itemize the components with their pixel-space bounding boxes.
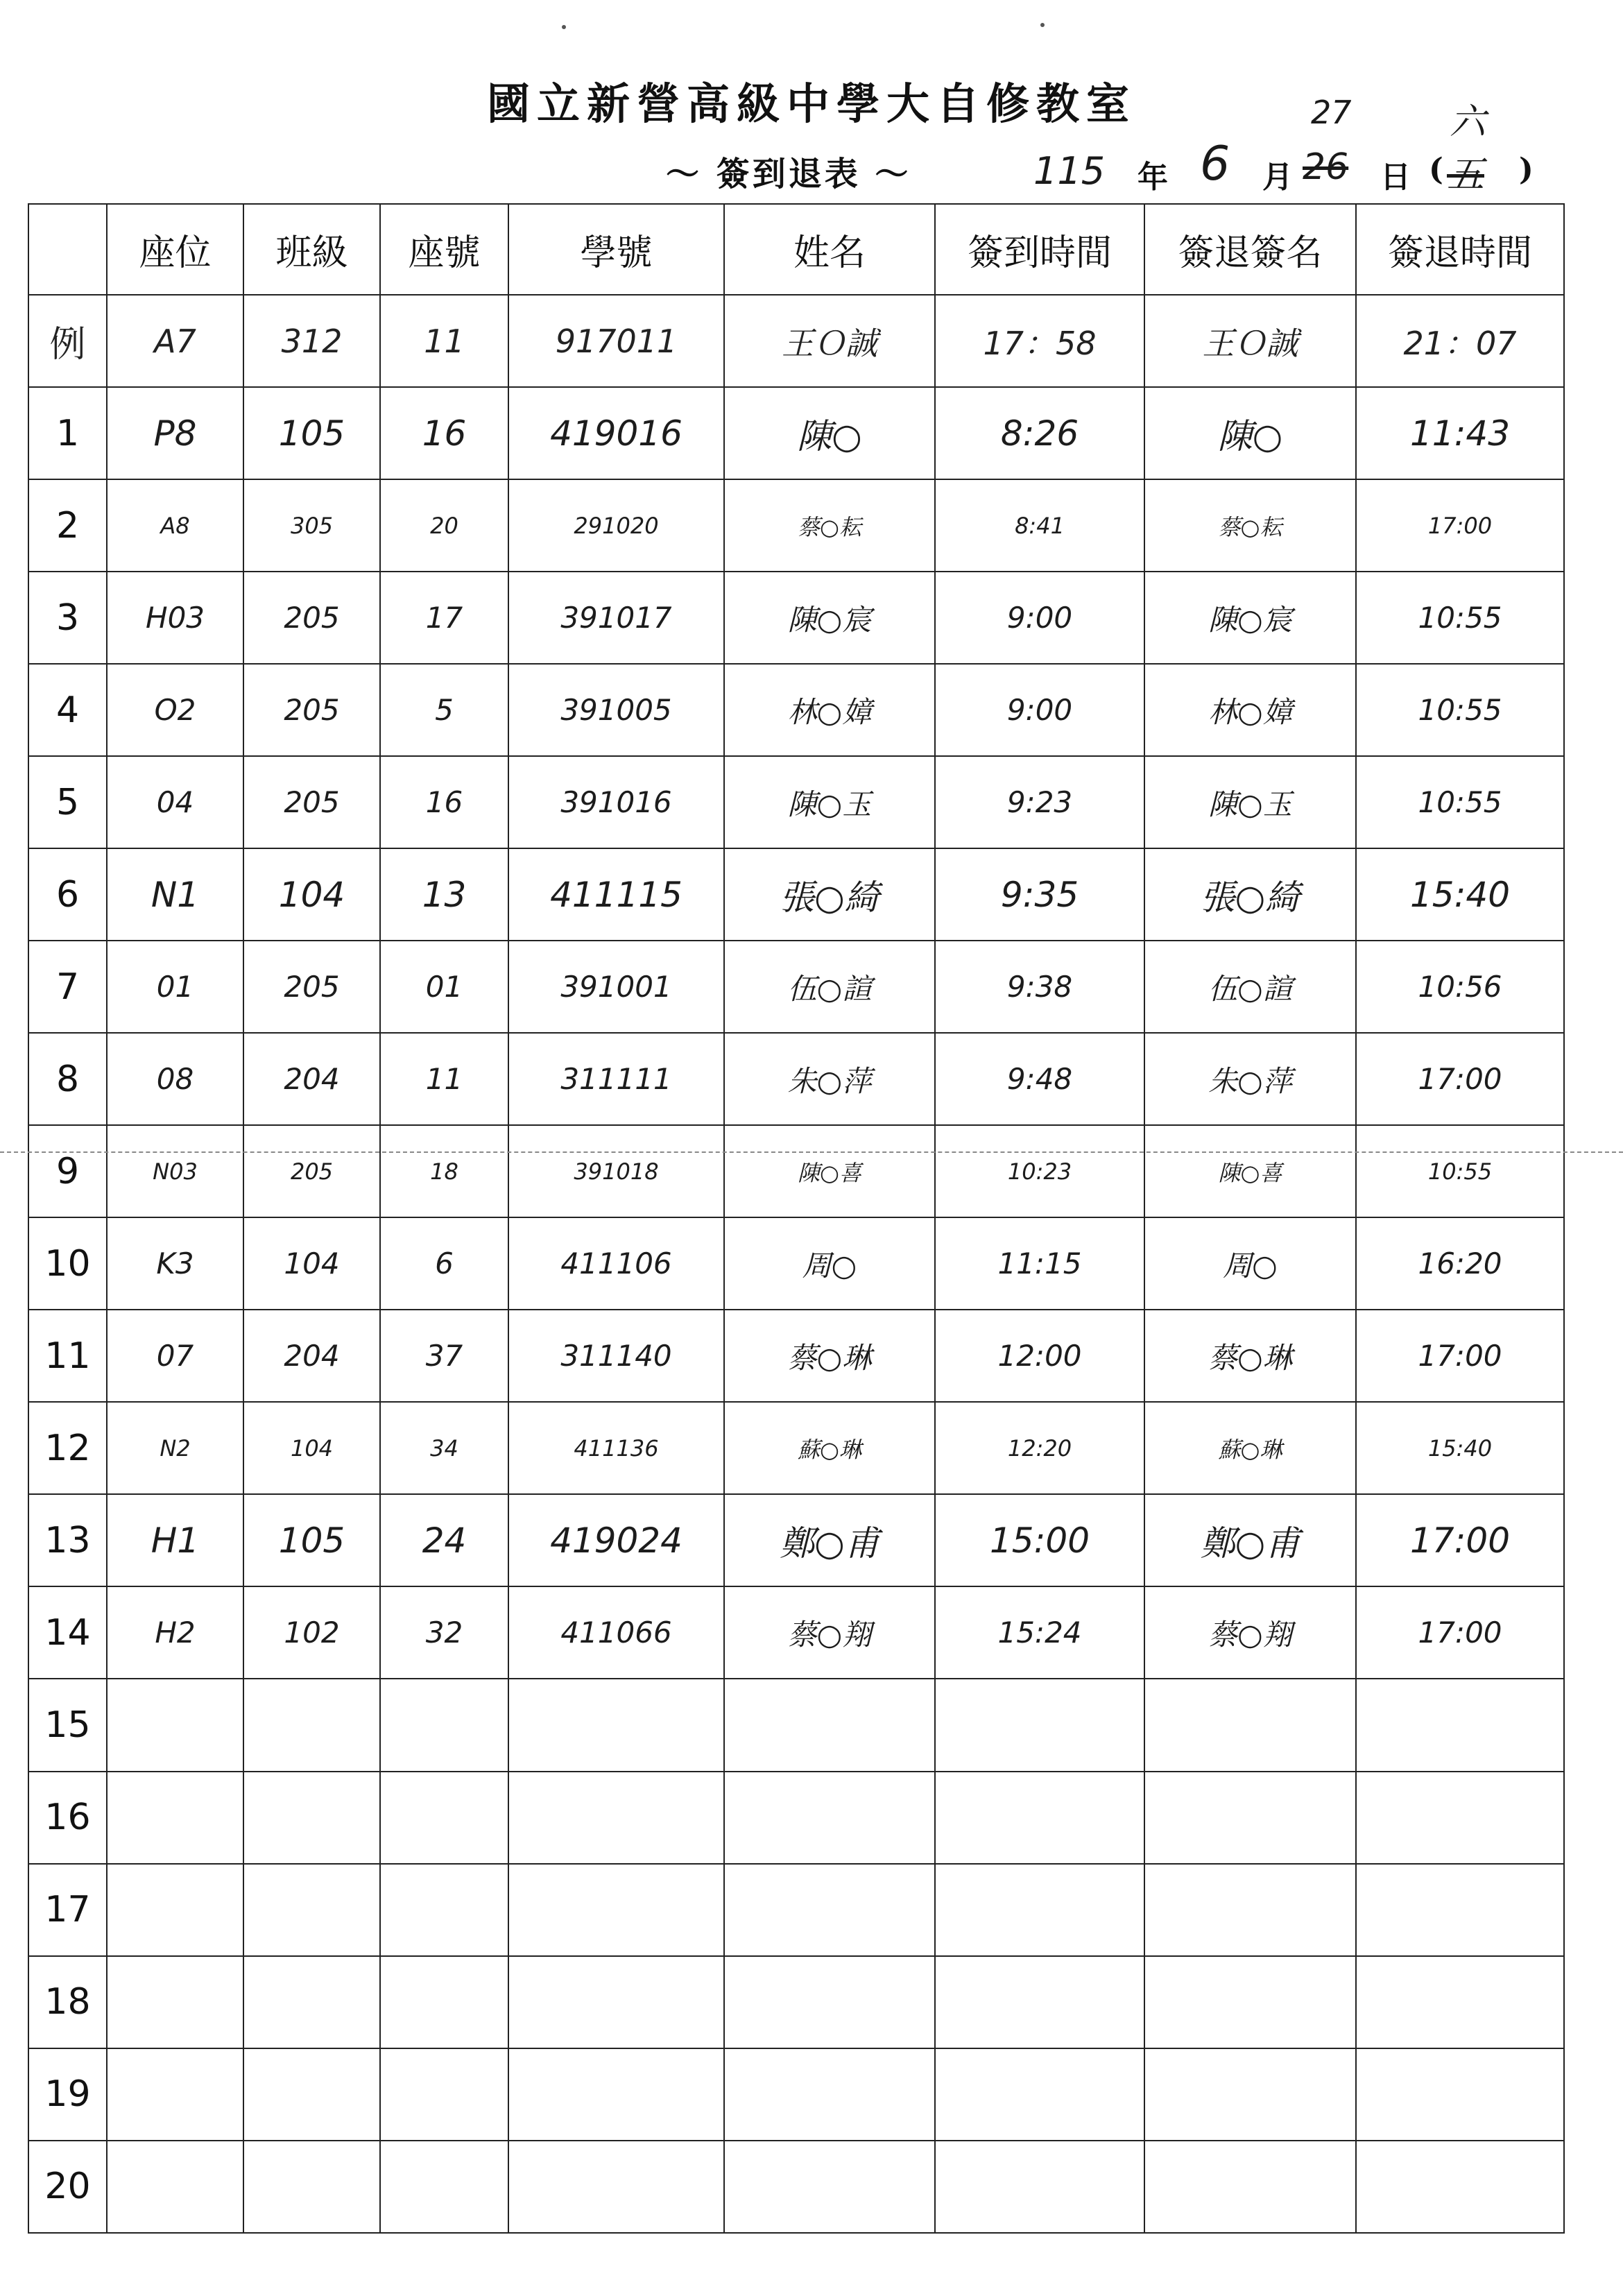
cell-sign-in-time: 15:24 [935,1586,1144,1679]
page-subtitle: ～ 簽到退表 ～ [666,155,911,194]
example-seat: A7 [107,295,243,387]
cell-seat: P8 [107,387,243,479]
cell-row-number: 11 [28,1310,107,1402]
cell-sign-in-time: 12:20 [935,1402,1144,1494]
cell-name: 朱○萍 [724,1033,935,1125]
cell-seat: O2 [107,664,243,756]
table-row [28,572,1564,664]
cell-class: 205 [243,1125,380,1217]
cell-name: 陳○ [724,387,935,479]
cell-sign-in-time: 10:23 [935,1125,1144,1217]
cell-sign-out-signature: 蔡○琳 [1144,1310,1356,1402]
cell-name: 蔡○翔 [724,1586,935,1679]
cell-sign-out-time [1356,1772,1564,1864]
cell-seat-no [380,1864,508,1956]
cell-sign-out-signature: 陳○ [1144,387,1356,479]
cell-sign-in-time: 8:26 [935,387,1144,479]
cell-sign-out-time [1356,1956,1564,2048]
cell-row-number: 8 [28,1033,107,1125]
table-row [28,1310,1564,1402]
scan-speck [1040,23,1045,27]
cell-name [724,2141,935,2233]
cell-seat-no: 34 [380,1402,508,1494]
cell-name: 蘇○琳 [724,1402,935,1494]
example-sign-out-time: 21：07 [1356,295,1564,387]
header-seat-no: 座號 [380,204,508,295]
table-row [28,941,1564,1033]
scan-fold-line [0,1151,1623,1153]
header-sign-out-time: 簽退時間 [1356,204,1564,295]
cell-seat-no: 11 [380,1033,508,1125]
cell-student-id: 411106 [508,1217,724,1310]
cell-sign-out-signature: 張○綺 [1144,848,1356,941]
cell-class: 204 [243,1310,380,1402]
cell-sign-in-time: 9:00 [935,572,1144,664]
cell-row-number: 2 [28,479,107,572]
header-name: 姓名 [724,204,935,295]
cell-sign-out-time [1356,2141,1564,2233]
cell-sign-in-time: 9:38 [935,941,1144,1033]
cell-seat-no: 17 [380,572,508,664]
cell-seat: A8 [107,479,243,572]
cell-name [724,1864,935,1956]
cell-seat [107,2048,243,2141]
cell-student-id: 419016 [508,387,724,479]
date-year-label: 年 [1137,160,1168,195]
cell-name: 伍○諠 [724,941,935,1033]
cell-name: 蔡○琳 [724,1310,935,1402]
cell-name: 陳○喜 [724,1125,935,1217]
date-year: 115 [1033,149,1106,193]
date-open-paren: ( [1429,152,1443,187]
example-row [28,295,1564,387]
cell-student-id [508,2141,724,2233]
cell-name: 蔡○耘 [724,479,935,572]
cell-seat-no [380,1956,508,2048]
cell-sign-out-time: 17:00 [1356,1033,1564,1125]
cell-sign-out-time: 16:20 [1356,1217,1564,1310]
example-seat-no: 11 [380,295,508,387]
cell-seat: 07 [107,1310,243,1402]
cell-sign-in-time: 9:35 [935,848,1144,941]
cell-student-id: 411066 [508,1586,724,1679]
cell-sign-out-time: 10:55 [1356,664,1564,756]
cell-seat [107,1864,243,1956]
cell-row-number: 4 [28,664,107,756]
date-weekday-correction: 六 [1450,101,1486,143]
cell-seat-no [380,1679,508,1771]
cell-sign-in-time [935,1772,1144,1864]
header-row [28,204,1564,295]
cell-seat: K3 [107,1217,243,1310]
cell-student-id: 411136 [508,1402,724,1494]
cell-sign-in-time [935,1864,1144,1956]
cell-row-number: 19 [28,2048,107,2141]
cell-sign-in-time: 11:15 [935,1217,1144,1310]
cell-sign-in-time: 9:00 [935,664,1144,756]
cell-student-id: 419024 [508,1494,724,1586]
table-row [28,387,1564,479]
table-row [28,1679,1564,1771]
cell-row-number: 18 [28,1956,107,2048]
cell-name: 陳○宸 [724,572,935,664]
header-class: 班級 [243,204,380,295]
cell-seat-no: 24 [380,1494,508,1586]
page-title: 國立新營高級中學大自修教室 [486,78,1136,129]
example-row-number: 例 [28,295,107,387]
header-student-id: 學號 [508,204,724,295]
cell-sign-out-time: 17:00 [1356,1310,1564,1402]
date-weekday-struck: 五 [1447,153,1484,196]
cell-class [243,1956,380,2048]
cell-sign-out-signature: 陳○玉 [1144,756,1356,848]
cell-row-number: 12 [28,1402,107,1494]
cell-student-id [508,1864,724,1956]
table-row [28,1217,1564,1310]
cell-sign-in-time: 9:48 [935,1033,1144,1125]
cell-seat-no: 01 [380,941,508,1033]
cell-class: 104 [243,848,380,941]
date-day-struck: 26 [1303,146,1349,188]
cell-sign-out-signature: 鄭○甫 [1144,1494,1356,1586]
cell-sign-out-signature [1144,2141,1356,2233]
cell-name [724,1772,935,1864]
cell-row-number: 20 [28,2141,107,2233]
cell-row-number: 14 [28,1586,107,1679]
cell-class: 104 [243,1217,380,1310]
cell-row-number: 1 [28,387,107,479]
date-month: 6 [1200,137,1230,191]
cell-class: 205 [243,941,380,1033]
cell-seat: N1 [107,848,243,941]
cell-seat: H2 [107,1586,243,1679]
cell-seat-no: 16 [380,387,508,479]
cell-name: 陳○玉 [724,756,935,848]
cell-class: 205 [243,664,380,756]
cell-seat: N2 [107,1402,243,1494]
cell-sign-out-signature [1144,1956,1356,2048]
cell-class [243,1679,380,1771]
cell-seat-no: 32 [380,1586,508,1679]
cell-sign-out-time: 17:00 [1356,479,1564,572]
table-row [28,1864,1564,1956]
cell-sign-out-signature: 蔡○翔 [1144,1586,1356,1679]
example-student-id: 917011 [508,295,724,387]
cell-class: 104 [243,1402,380,1494]
sign-in-table [28,203,1565,2234]
cell-sign-out-signature: 朱○萍 [1144,1033,1356,1125]
date-day-correction: 27 [1311,94,1352,131]
cell-student-id [508,1956,724,2048]
cell-row-number: 13 [28,1494,107,1586]
cell-sign-in-time: 15:00 [935,1494,1144,1586]
cell-student-id: 411115 [508,848,724,941]
cell-sign-out-time: 15:40 [1356,848,1564,941]
cell-sign-out-time: 17:00 [1356,1494,1564,1586]
cell-sign-out-signature: 周○ [1144,1217,1356,1310]
cell-sign-out-time: 11:43 [1356,387,1564,479]
cell-class: 105 [243,1494,380,1586]
cell-student-id: 291020 [508,479,724,572]
cell-class: 205 [243,756,380,848]
date-day-label: 日 [1380,160,1411,195]
cell-sign-in-time [935,2141,1144,2233]
cell-student-id: 311140 [508,1310,724,1402]
table-row [28,848,1564,941]
cell-row-number: 6 [28,848,107,941]
cell-sign-out-time [1356,1864,1564,1956]
cell-student-id [508,1679,724,1771]
cell-sign-out-signature: 伍○諠 [1144,941,1356,1033]
table-row [28,1033,1564,1125]
cell-sign-out-time [1356,1679,1564,1771]
cell-sign-out-time: 17:00 [1356,1586,1564,1679]
cell-sign-out-signature [1144,1679,1356,1771]
cell-sign-in-time: 9:23 [935,756,1144,848]
cell-sign-out-signature: 蔡○耘 [1144,479,1356,572]
cell-seat-no: 18 [380,1125,508,1217]
table-row [28,2141,1564,2233]
cell-class [243,1772,380,1864]
cell-row-number: 15 [28,1679,107,1771]
table-row [28,1402,1564,1494]
cell-sign-in-time: 8:41 [935,479,1144,572]
cell-name: 張○綺 [724,848,935,941]
table-row [28,1586,1564,1679]
cell-sign-out-time: 10:56 [1356,941,1564,1033]
cell-row-number: 17 [28,1864,107,1956]
cell-sign-in-time [935,1956,1144,2048]
cell-name: 鄭○甫 [724,1494,935,1586]
cell-seat-no: 6 [380,1217,508,1310]
cell-seat-no [380,2141,508,2233]
cell-seat: H1 [107,1494,243,1586]
cell-sign-out-signature: 林○嫜 [1144,664,1356,756]
cell-seat [107,1772,243,1864]
cell-class [243,2141,380,2233]
cell-seat-no: 37 [380,1310,508,1402]
cell-sign-in-time: 12:00 [935,1310,1144,1402]
date-close-paren: ) [1519,152,1534,187]
cell-name: 林○嫜 [724,664,935,756]
cell-sign-out-time [1356,2048,1564,2141]
example-class: 312 [243,295,380,387]
cell-name [724,2048,935,2141]
cell-row-number: 3 [28,572,107,664]
cell-row-number: 10 [28,1217,107,1310]
cell-seat: 04 [107,756,243,848]
cell-seat-no: 13 [380,848,508,941]
cell-class: 204 [243,1033,380,1125]
table-row [28,1772,1564,1864]
cell-row-number: 5 [28,756,107,848]
cell-student-id: 391017 [508,572,724,664]
cell-name [724,1679,935,1771]
cell-seat-no [380,2048,508,2141]
cell-seat-no: 16 [380,756,508,848]
cell-sign-in-time [935,2048,1144,2141]
cell-seat [107,1679,243,1771]
cell-student-id: 311111 [508,1033,724,1125]
cell-sign-out-signature: 陳○宸 [1144,572,1356,664]
cell-seat-no: 20 [380,479,508,572]
cell-class [243,2048,380,2141]
cell-sign-out-signature [1144,1864,1356,1956]
cell-seat-no: 5 [380,664,508,756]
header-seat: 座位 [107,204,243,295]
cell-row-number: 9 [28,1125,107,1217]
example-sign-out-signature: 王Ｏ誠 [1144,295,1356,387]
cell-class: 205 [243,572,380,664]
header-row-number [28,204,107,295]
example-name: 王Ｏ誠 [724,295,935,387]
date-month-label: 月 [1262,160,1293,195]
cell-sign-out-time: 10:55 [1356,572,1564,664]
cell-row-number: 7 [28,941,107,1033]
cell-student-id: 391018 [508,1125,724,1217]
cell-seat-no [380,1772,508,1864]
cell-student-id [508,2048,724,2141]
cell-seat: 01 [107,941,243,1033]
table-row [28,1125,1564,1217]
cell-sign-out-time: 10:55 [1356,756,1564,848]
header-sign-in-time: 簽到時間 [935,204,1144,295]
cell-sign-out-time: 10:55 [1356,1125,1564,1217]
cell-seat [107,2141,243,2233]
table-row [28,1956,1564,2048]
date-line [1033,94,1561,198]
cell-student-id: 391001 [508,941,724,1033]
cell-row-number: 16 [28,1772,107,1864]
table-row [28,664,1564,756]
scan-speck [562,25,566,29]
cell-seat: 08 [107,1033,243,1125]
cell-class: 105 [243,387,380,479]
cell-name [724,1956,935,2048]
table-row [28,479,1564,572]
cell-seat: H03 [107,572,243,664]
cell-sign-in-time [935,1679,1144,1771]
cell-student-id [508,1772,724,1864]
table-row [28,756,1564,848]
cell-class: 305 [243,479,380,572]
cell-sign-out-signature [1144,1772,1356,1864]
table-row [28,2048,1564,2141]
cell-sign-out-signature: 陳○喜 [1144,1125,1356,1217]
cell-sign-out-signature [1144,2048,1356,2141]
cell-sign-out-time: 15:40 [1356,1402,1564,1494]
table-row [28,1494,1564,1586]
cell-sign-out-signature: 蘇○琳 [1144,1402,1356,1494]
cell-class [243,1864,380,1956]
cell-student-id: 391005 [508,664,724,756]
example-sign-in-time: 17：58 [935,295,1144,387]
cell-seat: N03 [107,1125,243,1217]
cell-student-id: 391016 [508,756,724,848]
cell-class: 102 [243,1586,380,1679]
cell-seat [107,1956,243,2048]
cell-name: 周○ [724,1217,935,1310]
header-sign-out-signature: 簽退簽名 [1144,204,1356,295]
